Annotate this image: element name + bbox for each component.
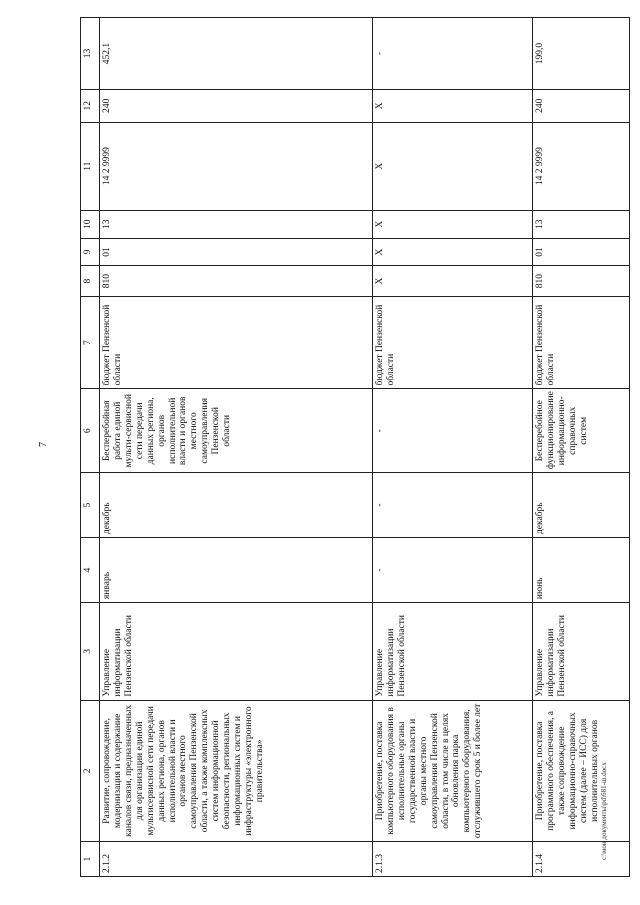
code-pr: 13 bbox=[533, 210, 630, 238]
header-cell: 8 bbox=[81, 266, 100, 296]
header-cell: 13 bbox=[81, 18, 100, 90]
footer-file-path: c:\мои документы\pd\681-ш.docx bbox=[600, 762, 608, 860]
start-month: июнь bbox=[533, 538, 630, 603]
funding-source: бюджет Пензенской области bbox=[533, 296, 630, 389]
code-rz: 01 bbox=[100, 238, 373, 266]
activity-name: Приобретение, поставка компьютерного оборудования в исполнительные органы государственной власти и органы местного самоуправления Пензенской области, в том числе в целях обновления парка компьютерного оборудования, отслужившего срок 5 и более лет bbox=[373, 700, 533, 842]
program-table bbox=[80, 17, 630, 877]
header-cell: 11 bbox=[81, 122, 100, 210]
page-number: 7 bbox=[38, 442, 49, 447]
header-cell: 12 bbox=[81, 90, 100, 123]
code-rz: X bbox=[373, 238, 533, 266]
funding-source: бюджет Пензенской области bbox=[100, 296, 373, 389]
row-number: 2.1.3 bbox=[373, 842, 533, 877]
funding-source: бюджет Пензенской области bbox=[373, 296, 533, 389]
code-vr: 240 bbox=[533, 90, 630, 123]
code-vr: X bbox=[373, 90, 533, 123]
code-csr: 14 2 9999 bbox=[100, 122, 373, 210]
code-grbs: 810 bbox=[100, 266, 373, 296]
header-cell: 6 bbox=[81, 389, 100, 473]
header-cell: 10 bbox=[81, 210, 100, 238]
amount: 452,1 bbox=[100, 18, 373, 90]
activity-name: Приобретение, поставка программного обеспечения, а также сопровождение информационно-справочных систем (далее – ИСС) для исполнительных органов bbox=[533, 700, 630, 842]
expected-result: Бесперебойная работа единой мульти-сервисной сети передачи данных региона, органов исполнительной власти и органов местного самоуправления Пензенской области bbox=[100, 389, 373, 473]
code-vr: 240 bbox=[100, 90, 373, 123]
executor: Управление информатизации Пензенской области bbox=[373, 603, 533, 701]
amount: 199,0 bbox=[533, 18, 630, 90]
table-row bbox=[100, 18, 373, 877]
code-rz: 01 bbox=[533, 238, 630, 266]
code-pr: X bbox=[373, 210, 533, 238]
row-number: 2.1.4 bbox=[533, 842, 630, 877]
code-csr: 14 2 9999 bbox=[533, 122, 630, 210]
amount: - bbox=[373, 18, 533, 90]
end-month: декабрь bbox=[100, 473, 373, 538]
end-month: декабрь bbox=[533, 473, 630, 538]
program-table-container bbox=[80, 17, 617, 877]
table-row bbox=[373, 18, 533, 877]
start-month: - bbox=[373, 538, 533, 603]
executor: Управление информатизации Пензенской области bbox=[100, 603, 373, 701]
executor: Управление информатизации Пензенской области bbox=[533, 603, 630, 701]
header-cell: 5 bbox=[81, 473, 100, 538]
code-csr: X bbox=[373, 122, 533, 210]
expected-result: Бесперебойное функционирование информационно-справочных систем bbox=[533, 389, 630, 473]
row-number: 2.1.2 bbox=[100, 842, 373, 877]
code-grbs: X bbox=[373, 266, 533, 296]
end-month: - bbox=[373, 473, 533, 538]
code-pr: 13 bbox=[100, 210, 373, 238]
header-cell: 1 bbox=[81, 842, 100, 877]
header-cell: 9 bbox=[81, 238, 100, 266]
code-grbs: 810 bbox=[533, 266, 630, 296]
activity-name: Развитие, сопровождение, модернизация и содержание каналов связи, предназначенных для организации единой мультисервисной сети передачи данных региона, органов исполнительной власти и органов местного самоуправления Пензенской области, а также комплексных систем информационной безопасности, региональных информационных систем и инфраструктуры «электронного правительства» bbox=[100, 700, 373, 842]
header-cell: 3 bbox=[81, 603, 100, 701]
header-cell: 7 bbox=[81, 296, 100, 389]
header-row bbox=[81, 18, 100, 877]
table-row bbox=[533, 18, 630, 877]
start-month: январь bbox=[100, 538, 373, 603]
header-cell: 4 bbox=[81, 538, 100, 603]
header-cell: 2 bbox=[81, 700, 100, 842]
expected-result: - bbox=[373, 389, 533, 473]
